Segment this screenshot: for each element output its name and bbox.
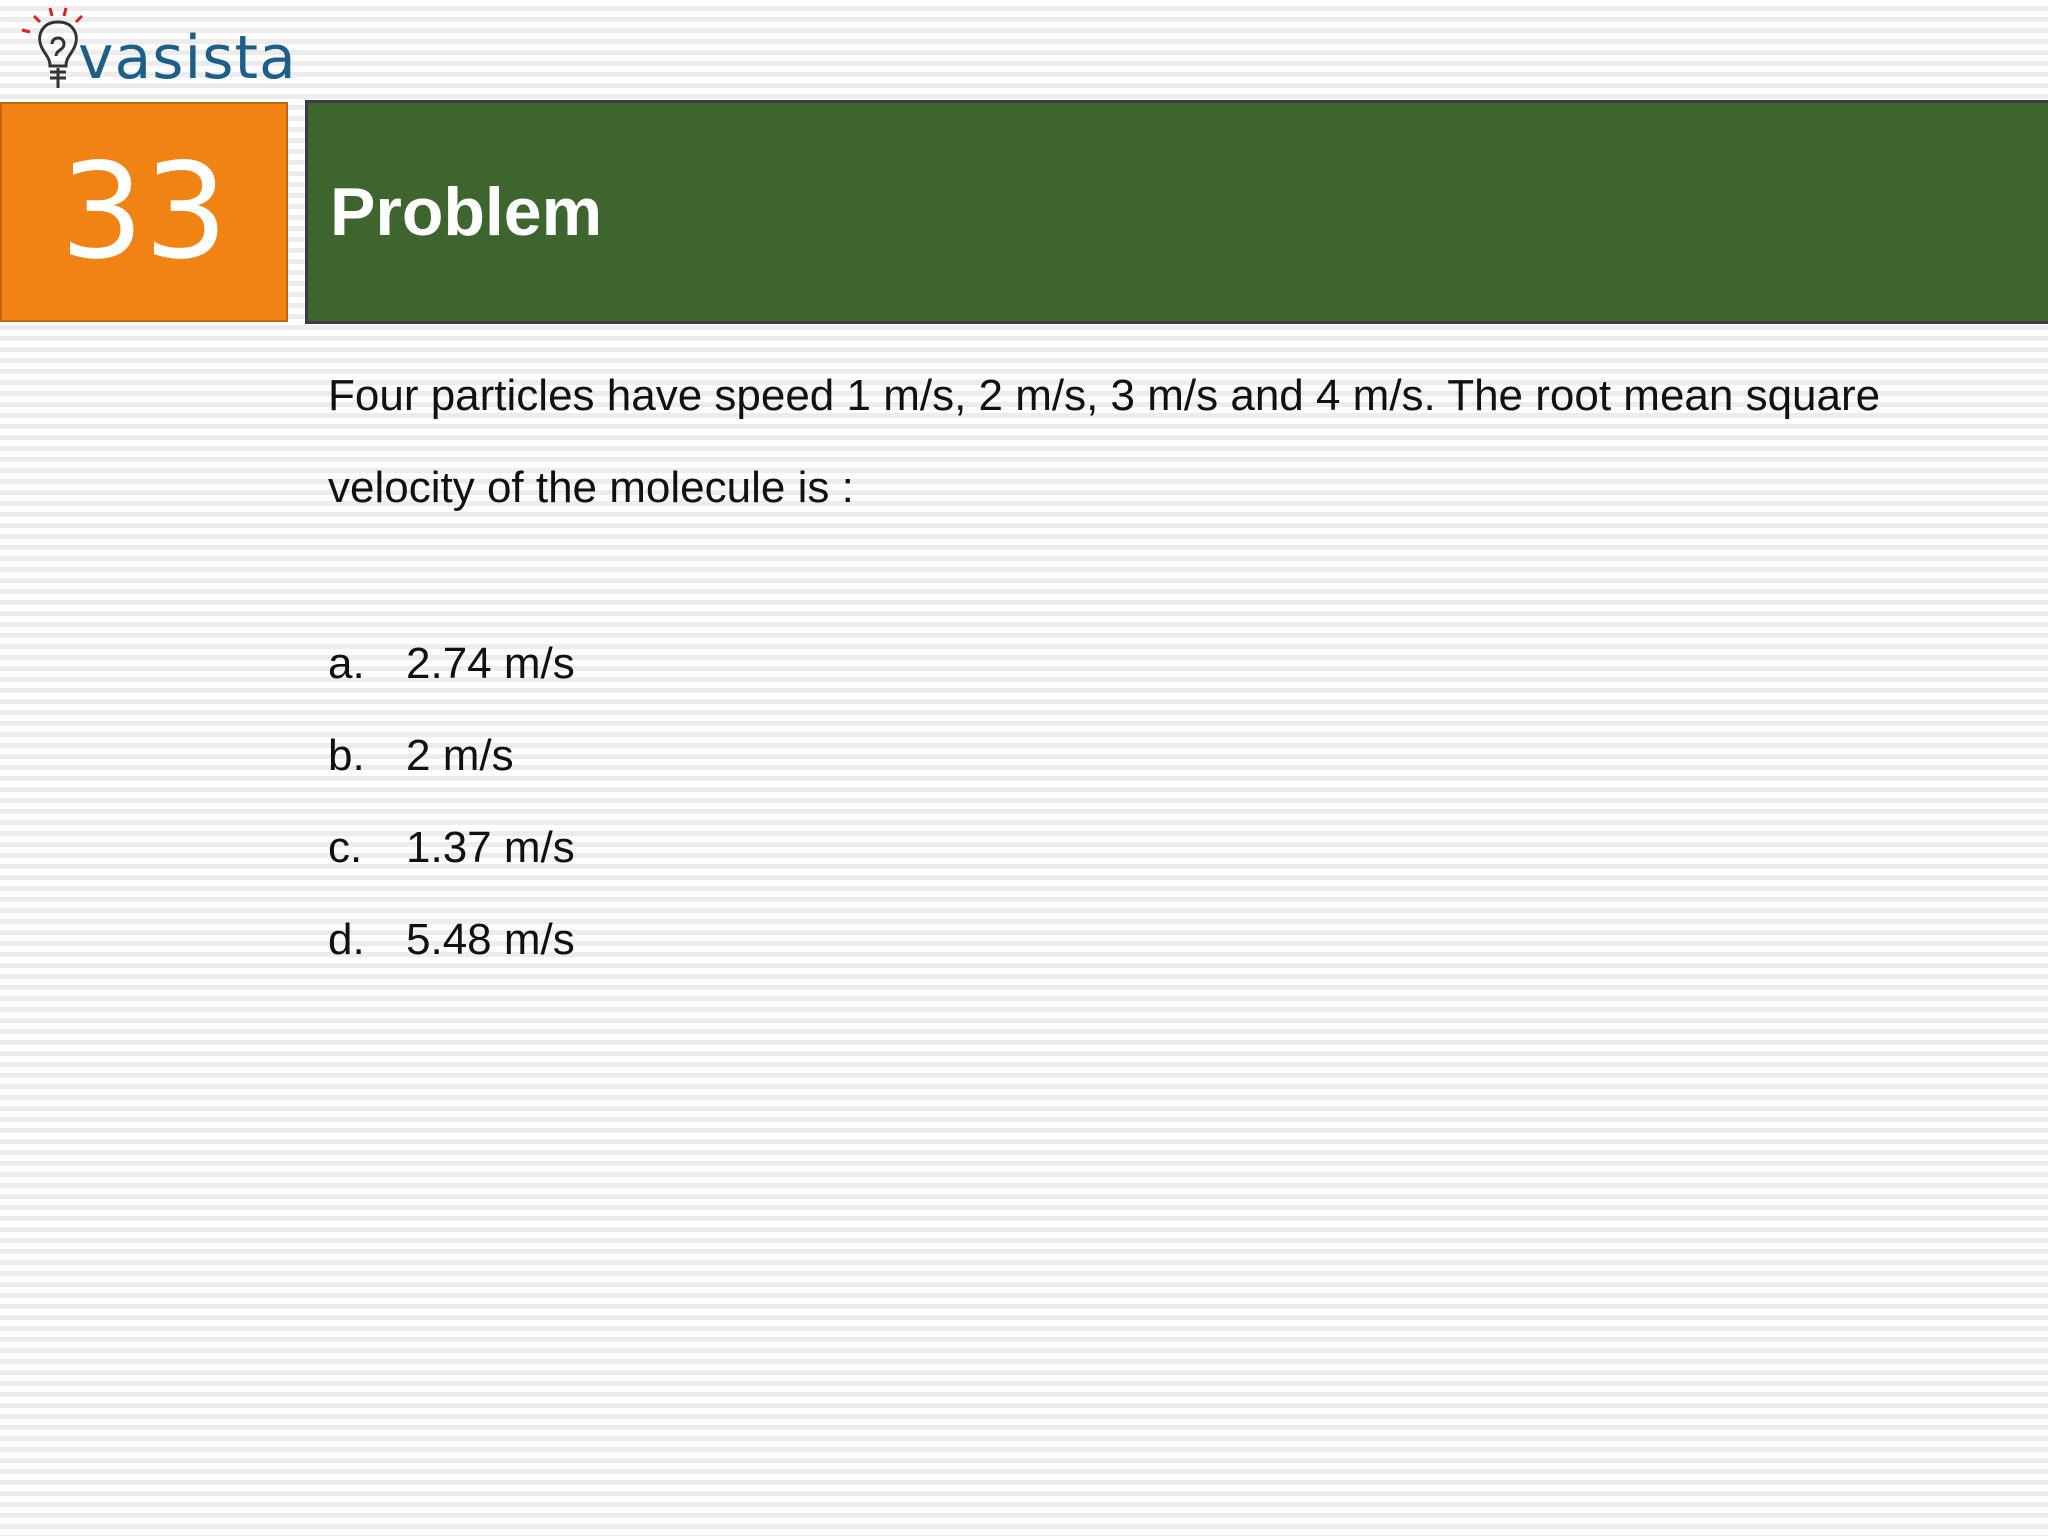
option-c [328,802,575,894]
option-text: 2.74 m/s [406,639,575,688]
question-text: Four particles have speed 1 m/s, 2 m/s, 3 m/s and 4 m/s. The root mean square velocity of the molecule is : [328,371,1881,512]
slide-number: 33 [60,135,228,289]
option-text: 5.48 m/s [406,915,575,964]
option-d [328,894,575,986]
option-b [328,710,575,802]
option-a [328,618,575,710]
content [328,350,2008,964]
title-bar [305,100,2048,324]
option-letter: d. [328,915,365,964]
logo [18,4,297,96]
option-letter: c. [328,823,363,872]
option-letter: b. [328,731,365,780]
slide-number-box [0,102,288,322]
logo-text: vasista [78,23,297,93]
options-list [328,618,575,986]
option-text: 1.37 m/s [406,823,575,872]
option-text: 2 m/s [406,731,514,780]
option-letter: a. [328,639,365,688]
slide-title: Problem [330,174,603,250]
